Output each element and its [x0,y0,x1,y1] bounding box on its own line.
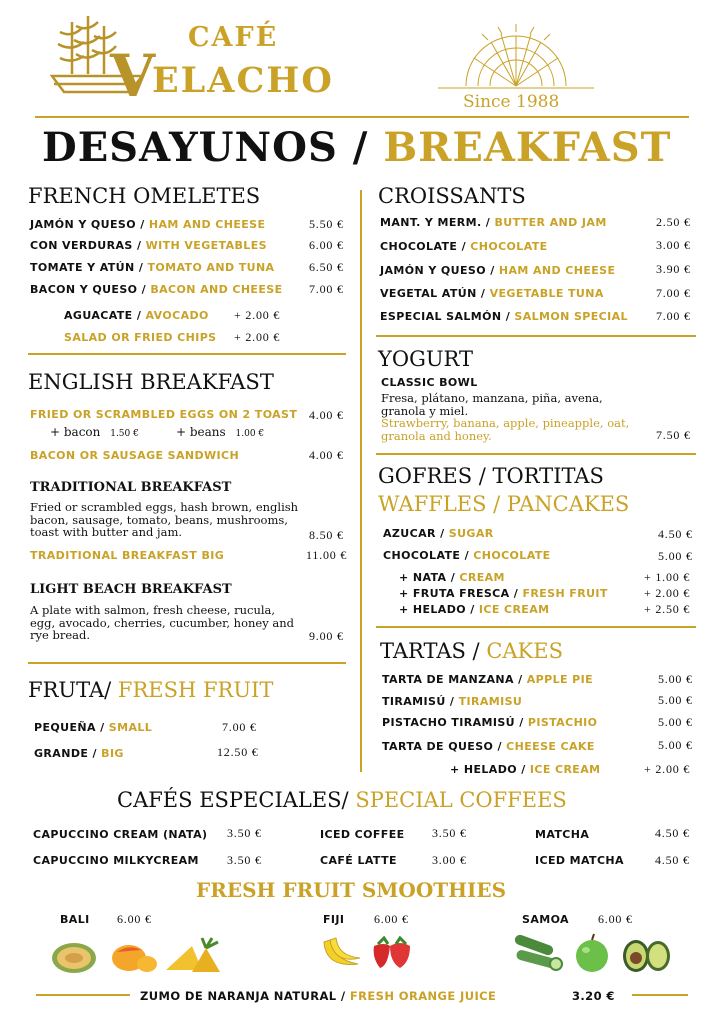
coffee-item: CAPUCCINO MILKYCREAM [33,854,199,867]
section-title-smoothies: FRESH FRUIT SMOOTHIES [196,878,507,902]
smoothie-name: SAMOA [522,913,569,926]
green-apple-icon [572,932,612,974]
coffee-item: MATCHA [535,828,590,841]
smoothie-name: BALI [60,913,90,926]
price: 7.50 € [656,428,691,442]
description: Fresa, plátano, manzana, piña, avena, granola y miel. [381,391,603,418]
footer-line-left [36,994,130,996]
menu-item: TARTA DE MANZANA / APPLE PIE [382,673,594,686]
price: 2.50 € [656,215,691,229]
price: 11.00 € [306,548,348,562]
price: 4.50 € [655,826,690,840]
header-divider [35,116,689,118]
section-title-croissants: CROISSANTS [378,184,526,208]
price: 3.20 € [572,989,615,1003]
menu-item: CHOCOLATE / CHOCOLATE [380,240,548,253]
menu-item: MANT. Y MERM. / BUTTER AND JAM [380,216,607,229]
price: + 2.00 € [234,330,281,344]
avocado-icon [620,936,672,974]
section-title-yogurt: YOGURT [378,347,474,371]
price: 3.50 € [227,826,262,840]
section-divider [28,662,346,664]
price: 7.00 € [222,720,257,734]
price: 4.00 € [309,448,344,462]
price: 6.50 € [309,260,344,274]
section-title-english: ENGLISH BREAKFAST [28,370,274,394]
description: Fried or scrambled eggs, hash brown, english bacon, sausage, tomato, beans, mushrooms, toast with butter and jam. [30,500,299,539]
price: 3.90 € [656,262,691,276]
price: 6.00 € [117,912,152,926]
add-on: + beans 1.00 € [176,425,265,439]
description-en: Strawberry, banana, apple, pineapple, oat, granola and honey. [381,416,630,443]
menu-item: PEQUEÑA / SMALL [34,721,153,734]
menu-item: ESPECIAL SALMÓN / SALMON SPECIAL [380,310,628,323]
price: 7.00 € [656,309,691,323]
section-title-tartas: TARTAS / CAKES [380,639,563,663]
price: 6.00 € [598,912,633,926]
coffee-item: CAPUCCINO CREAM (NATA) [33,828,208,841]
price: 5.00 € [658,672,693,686]
page-title [42,124,671,171]
price: 6.00 € [309,238,344,252]
title-es: DESAYUNOS / [42,124,369,171]
extra-item: SALAD OR FRIED CHIPS [64,331,217,344]
price: 4.50 € [655,853,690,867]
section-title-fruta: FRUTA/ FRESH FRUIT [28,678,274,702]
menu-item: FRIED OR SCRAMBLED EGGS ON 2 TOAST [30,408,298,421]
add-on: + bacon 1.50 € [50,425,139,439]
menu-item: JAMÓN Y QUESO / HAM AND CHEESE [30,218,266,231]
price: 7.00 € [656,286,691,300]
banana-icon [318,934,364,974]
price: + 1.00 € [644,570,691,584]
description: A plate with salmon, fresh cheese, rucula, egg, avocado, cherries, cucumber, honey and rye bread. [30,603,294,642]
price: 5.00 € [658,715,693,729]
extra-item: + HELADO / ICE CREAM [450,763,601,776]
sunburst-icon [436,22,596,94]
menu-item: GRANDE / BIG [34,747,124,760]
menu-item: JAMÓN Y QUESO / HAM AND CHEESE [380,264,616,277]
section-divider [376,626,696,628]
subsection-title: CLASSIC BOWL [381,376,478,389]
section-divider [376,453,696,455]
strawberry-icon [370,936,414,972]
price: 4.50 € [658,527,693,541]
section-title-gofres: GOFRES / TORTITAS [378,464,604,488]
price: 9.00 € [309,629,344,643]
menu-item: TIRAMISÚ / TIRAMISU [382,695,523,708]
since-label: Since 1988 [463,92,560,112]
extra-item: AGUACATE / AVOCADO [64,309,209,322]
smoothie-name: FIJI [323,913,345,926]
cafe-label: CAFÉ [188,22,279,53]
section-title-omeletes: FRENCH OMELETES [28,184,261,208]
price: + 2.00 € [644,762,691,776]
coffee-item: ICED COFFEE [320,828,405,841]
price: 3.50 € [432,826,467,840]
brand-name: ELACHO [152,60,334,101]
price: + 2.00 € [234,308,281,322]
section-title-waffles: WAFFLES / PANCAKES [378,492,630,516]
column-divider [360,190,362,772]
price: 3.00 € [432,853,467,867]
subsection-title: LIGHT BEACH BREAKFAST [30,582,232,597]
price: 5.50 € [309,217,344,231]
extra-item: + NATA / CREAM [399,571,505,584]
footer-line-right [632,994,688,996]
pineapple-icon [162,936,232,976]
cucumber-icon [510,934,566,974]
subsection-title: TRADITIONAL BREAKFAST [30,480,232,495]
section-title-coffees: CAFÉS ESPECIALES/ SPECIAL COFFEES [117,788,567,812]
price: 6.00 € [374,912,409,926]
price: 5.00 € [658,738,693,752]
extra-item: + FRUTA FRESCA / FRESH FRUIT [399,587,608,600]
extra-item: + HELADO / ICE CREAM [399,603,550,616]
menu-item: TRADITIONAL BREAKFAST BIG [30,549,225,562]
menu-item: CHOCOLATE / CHOCOLATE [383,549,551,562]
menu-item: CON VERDURAS / WITH VEGETABLES [30,239,267,252]
coffee-item: CAFÉ LATTE [320,854,397,867]
menu-item: TOMATE Y ATÚN / TOMATO AND TUNA [30,261,275,274]
menu-item: BACON OR SAUSAGE SANDWICH [30,449,240,462]
melon-icon [48,936,100,976]
price: 8.50 € [309,528,344,542]
menu-item: TARTA DE QUESO / CHEESE CAKE [382,740,595,753]
price: 7.00 € [309,282,344,296]
coffee-item: ICED MATCHA [535,854,624,867]
price: 12.50 € [217,745,259,759]
title-en: BREAKFAST [383,124,672,171]
brand-initial: V [110,42,156,110]
menu-item: VEGETAL ATÚN / VEGETABLE TUNA [380,287,604,300]
price: 5.00 € [658,549,693,563]
price: 3.50 € [227,853,262,867]
section-divider [376,335,696,337]
price: 5.00 € [658,693,693,707]
price: + 2.00 € [644,586,691,600]
mango-icon [105,936,160,976]
price: 4.00 € [309,408,344,422]
menu-item: AZUCAR / SUGAR [383,527,494,540]
price: + 2.50 € [644,602,691,616]
price: 3.00 € [656,238,691,252]
section-divider [28,353,346,355]
menu-item: BACON Y QUESO / BACON AND CHEESE [30,283,283,296]
footer-item: ZUMO DE NARANJA NATURAL / FRESH ORANGE JUICE [140,989,497,1003]
menu-item: PISTACHO TIRAMISÚ / PISTACHIO [382,716,598,729]
